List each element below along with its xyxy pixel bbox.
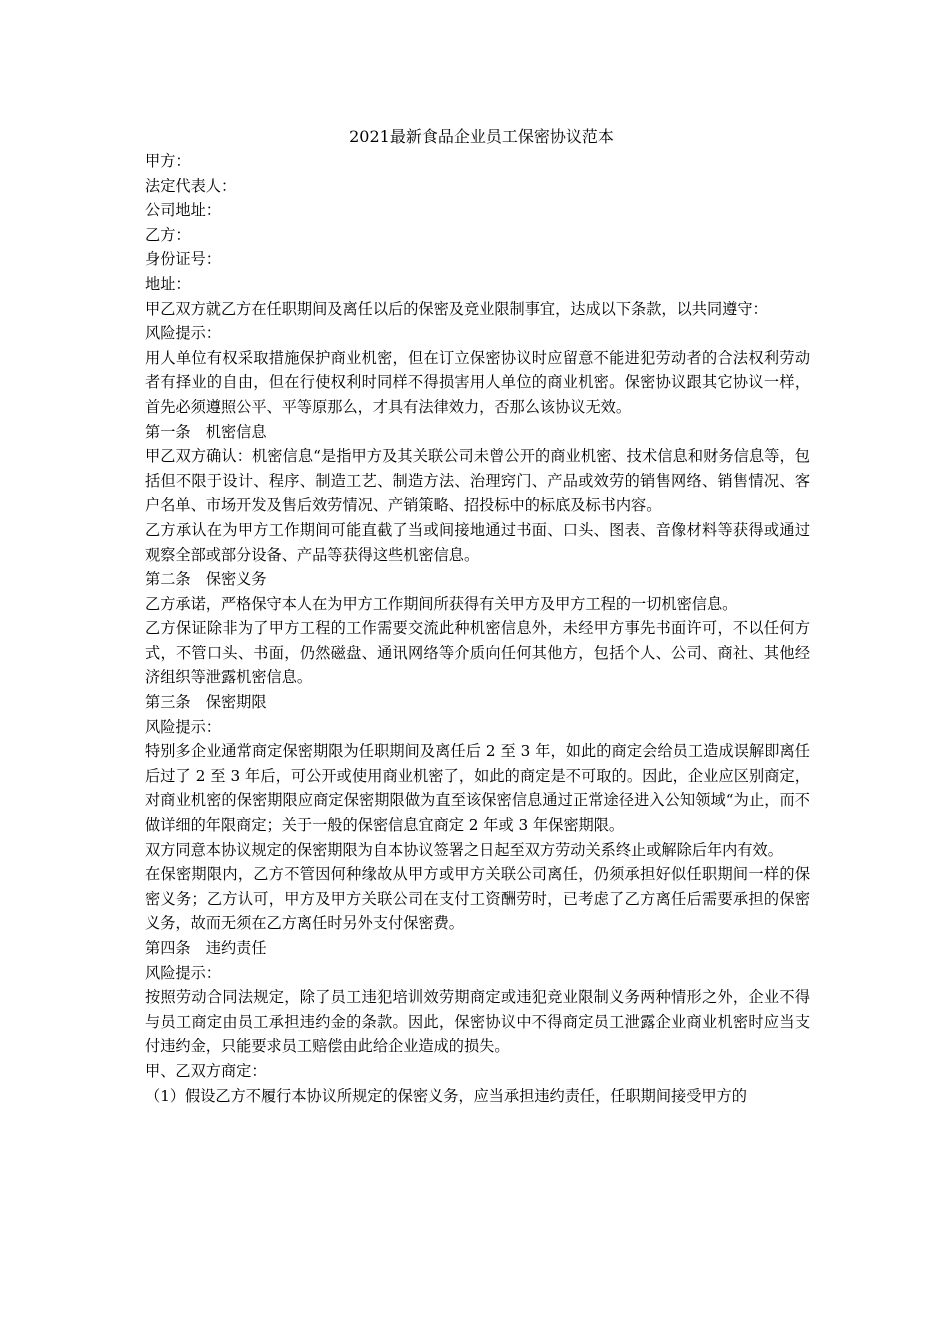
address-label: 地址： bbox=[145, 274, 191, 293]
article-4-heading: 第四条 违约责任 bbox=[145, 939, 267, 957]
id-number-label: 身份证号： bbox=[145, 250, 221, 269]
party-b-label: 乙方： bbox=[145, 225, 191, 244]
risk-notice-paragraph: 用人单位有权采取措施保护商业机密，但在订立保密协议时应留意不能进犯劳动者的合法权利劳动者有择业的自由，但在行使权利时同样不得损害用人单位的商业机密。保密协议跟其它协议一样，首先必须遵照公平、平等原那么，才具有法律效力，否那么该协议无效。 bbox=[145, 348, 810, 416]
legal-representative-label: 法定代表人： bbox=[145, 176, 237, 195]
article-1-paragraph: 乙方承认在为甲方工作期间可能直截了当或间接地通过书面、口头、图表、音像材料等获得或通过观察全部或部分设备、产品等获得这些机密信息。 bbox=[145, 520, 810, 564]
clause-1-paragraph: （1）假设乙方不履行本协议所规定的保密义务，应当承担违约责任，任职期间接受甲方的 bbox=[145, 1086, 747, 1105]
company-address-label: 公司地址： bbox=[145, 201, 221, 220]
agreement-label: 甲、乙双方商定： bbox=[145, 1061, 267, 1080]
intro-paragraph: 甲乙双方就乙方在任职期间及离任以后的保密及竞业限制事宜，达成以下条款，以共同遵守： bbox=[145, 299, 768, 318]
article-3-paragraph: 双方同意本协议规定的保密期限为自本协议签署之日起至双方劳动关系终止或解除后年内有效。 bbox=[145, 840, 783, 859]
article-1-paragraph: 甲乙双方确认：机密信息“是指甲方及其关联公司未曾公开的商业机密、技术信息和财务信息等，包括但不限于设计、程序、制造工艺、制造方法、治理窍门、产品或效劳的销售网络、销售情况、客户名单、市场开发及售后效劳情况、产销策略、招投标中的标底及标书内容。 bbox=[145, 447, 810, 515]
party-a-label: 甲方： bbox=[145, 152, 191, 170]
risk-notice-paragraph: 特别多企业通常商定保密期限为任职期间及离任后 2 至 3 年，如此的商定会给员工造成误解即离任后过了 2 至 3 年后，可公开或使用商业机密了，如此的商定是不可取的。因此，企业应区别商定，对商业机密的保密期限应商定保密期限做为直至该保密信息通过正常途径进入公知领域“为止，而不做详细的年限商定；关于一般的保密信息宜商定 2 年或 3 年保密期限。 bbox=[145, 742, 810, 835]
risk-notice-label: 风险提示： bbox=[145, 324, 221, 343]
risk-notice-label: 风险提示： bbox=[145, 717, 221, 736]
document-title: 2021最新食品企业员工保密协议范本 bbox=[349, 127, 614, 146]
article-3-paragraph: 在保密期限内，乙方不管因何种缘故从甲方或甲方关联公司离任，仍须承担好似任职期间一样的保密义务；乙方认可，甲方及甲方关联公司在支付工资酬劳时，已考虑了乙方离任后需要承担的保密义务，故而无须在乙方离任时另外支付保密费。 bbox=[145, 865, 810, 933]
risk-notice-label: 风险提示： bbox=[145, 963, 221, 982]
document-page bbox=[145, 125, 810, 1108]
risk-notice-paragraph: 按照劳动合同法规定，除了员工违犯培训效劳期商定或违犯竞业限制义务两种情形之外，企业不得与员工商定由员工承担违约金的条款。因此，保密协议中不得商定员工泄露企业商业机密时应当支付违约金，只能要求员工赔偿由此给企业造成的损失。 bbox=[145, 988, 810, 1056]
article-1-heading: 第一条 机密信息 bbox=[145, 422, 267, 441]
article-3-heading: 第三条 保密期限 bbox=[145, 693, 267, 712]
article-2-paragraph: 乙方承诺，严格保守本人在为甲方工作期间所获得有关甲方及甲方工程的一切机密信息。 bbox=[145, 594, 738, 613]
article-2-paragraph: 乙方保证除非为了甲方工程的工作需要交流此种机密信息外，未经甲方事先书面许可，不以任何方式，不管口头、书面，仍然磁盘、通讯网络等介质向任何其他方，包括个人、公司、商社、其他经济组织等泄露机密信息。 bbox=[145, 619, 810, 687]
article-2-heading: 第二条 保密义务 bbox=[145, 570, 267, 589]
